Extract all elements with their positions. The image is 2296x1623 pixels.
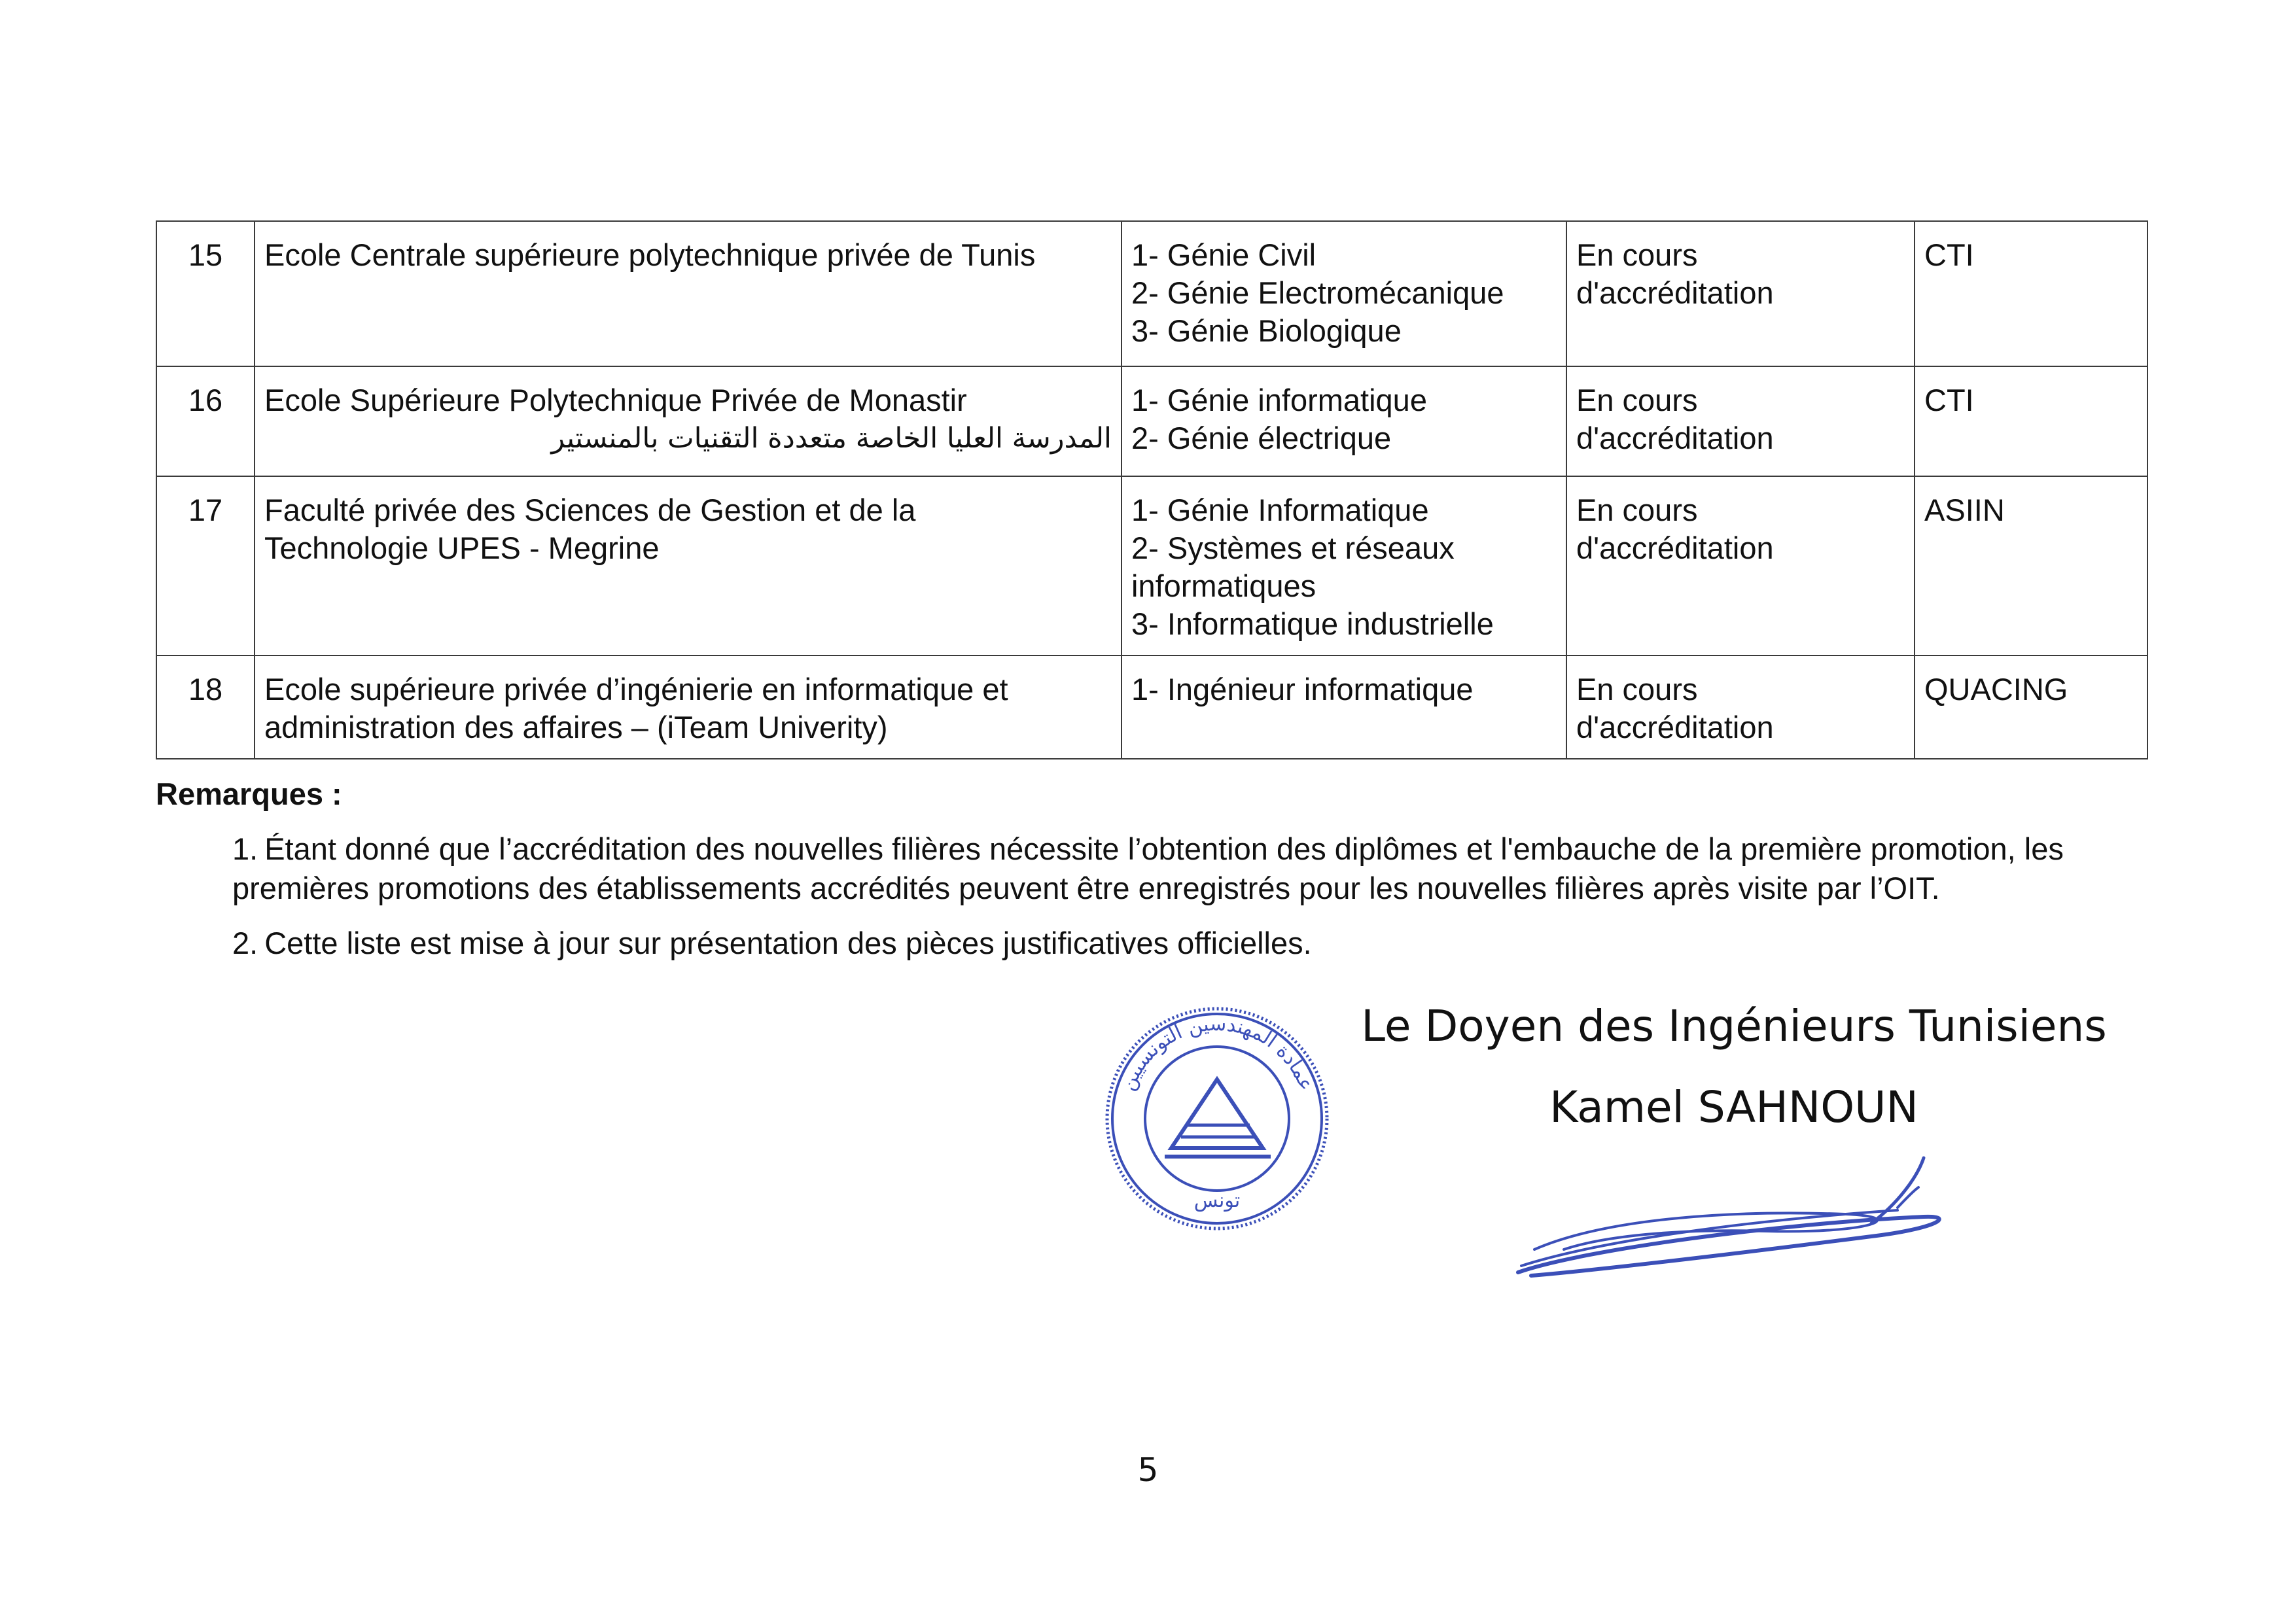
remarks-list [232, 829, 2156, 979]
status-cell [1566, 655, 1915, 759]
programs-cell [1122, 221, 1566, 366]
institution-name: Faculté privée des Sciences de Gestion et de la [264, 493, 916, 527]
institution-cell [255, 476, 1122, 655]
status-cell [1566, 221, 1915, 366]
status-line: d'accréditation [1576, 531, 1774, 565]
status-line: En cours [1576, 237, 1698, 272]
program-item: 3- Informatique industrielle [1131, 606, 1494, 641]
remarks-title: Remarques : [156, 777, 342, 811]
status-line: En cours [1576, 493, 1698, 527]
signatory-name: Kamel SAHNOUN [1549, 1082, 1918, 1132]
stamp-arc-text: عمادة المهندسين التونسيين [1116, 1012, 1318, 1094]
agency-cell: CTI [1915, 221, 2147, 366]
institution-name: administration des affaires – (iTeam Univerity) [264, 710, 888, 744]
remark-item [232, 829, 2156, 908]
remark-number: 1. [232, 831, 258, 866]
institution-name: Ecole Centrale supérieure polytechnique privée de Tunis [264, 237, 1036, 272]
stamp-city-text: تونس [1193, 1189, 1241, 1212]
official-stamp-icon [1099, 1001, 1335, 1236]
status-cell [1566, 476, 1915, 655]
remark-number: 2. [232, 926, 258, 960]
table-row [156, 655, 2147, 759]
institution-cell [255, 655, 1122, 759]
institution-name-arabic: المدرسة العليا الخاصة متعددة التقنيات بالمنستير [551, 422, 1112, 455]
program-item: 1- Génie Informatique [1131, 493, 1429, 527]
program-item: informatiques [1131, 568, 1316, 603]
status-line: En cours [1576, 672, 1698, 707]
table-row [156, 366, 2147, 476]
status-line: d'accréditation [1576, 275, 1774, 310]
programs-cell [1122, 655, 1566, 759]
program-item: 1- Génie informatique [1131, 383, 1427, 417]
row-number: 15 [156, 221, 255, 366]
remark-text: Étant donné que l’accréditation des nouvelles filières nécessite l’obtention des diplômes et l'embauche de la première promotion, les premières promotions des établissements accrédités peuvent être enregistrés pour les nouvelles filières après visite par l’OIT. [232, 831, 2064, 905]
agency-cell: CTI [1915, 366, 2147, 476]
program-item: 1- Génie Civil [1131, 237, 1316, 272]
program-item: 3- Génie Biologique [1131, 313, 1402, 348]
agency-cell: QUACING [1915, 655, 2147, 759]
row-number: 16 [156, 366, 255, 476]
table-row [156, 476, 2147, 655]
program-item: 2- Génie électrique [1131, 421, 1392, 455]
row-number: 18 [156, 655, 255, 759]
institution-name: Technologie UPES - Megrine [264, 531, 660, 565]
remark-item [232, 924, 2156, 963]
program-item: 1- Ingénieur informatique [1131, 672, 1474, 707]
page-number: 5 [1137, 1451, 1159, 1489]
row-number: 17 [156, 476, 255, 655]
remark-text: Cette liste est mise à jour sur présentation des pièces justificatives officielles. [264, 926, 1312, 960]
signature-title: Le Doyen des Ingénieurs Tunisiens [1361, 1001, 2107, 1051]
institution-name: Ecole supérieure privée d’ingénierie en informatique et [264, 672, 1008, 707]
status-line: En cours [1576, 383, 1698, 417]
agency-cell: ASIIN [1915, 476, 2147, 655]
accreditation-table [156, 220, 2148, 759]
institution-cell [255, 221, 1122, 366]
program-item: 2- Génie Electromécanique [1131, 275, 1504, 310]
table-row [156, 221, 2147, 366]
programs-cell [1122, 476, 1566, 655]
handwritten-signature-icon [1505, 1151, 1950, 1295]
status-line: d'accréditation [1576, 421, 1774, 455]
program-item: 2- Systèmes et réseaux [1131, 531, 1455, 565]
status-line: d'accréditation [1576, 710, 1774, 744]
status-cell [1566, 366, 1915, 476]
institution-cell [255, 366, 1122, 476]
programs-cell [1122, 366, 1566, 476]
institution-name: Ecole Supérieure Polytechnique Privée de Monastir [264, 383, 967, 417]
